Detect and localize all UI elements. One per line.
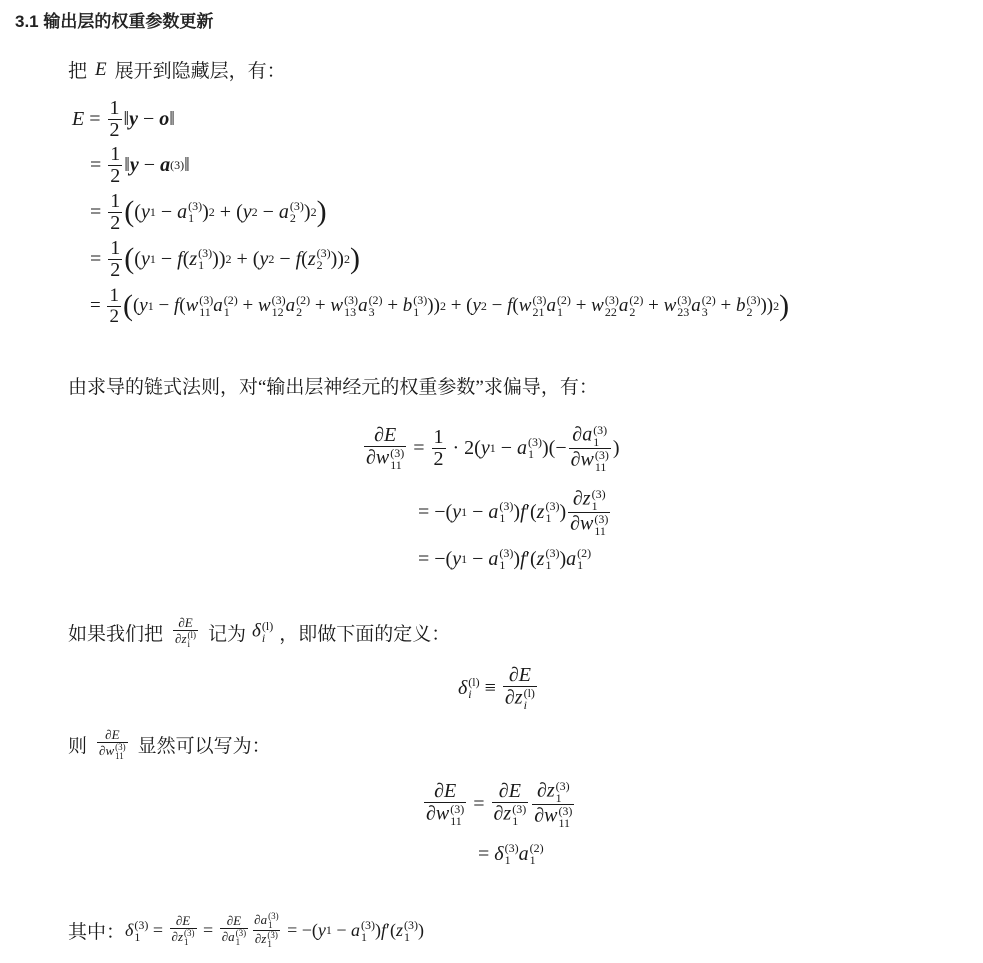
paragraph-rewrite: 则 ∂E ∂w (3) 11 显然可以写为： <box>68 727 271 761</box>
equation-delta-definition: δ (l) i ≡ ∂E ∂z (l) i <box>458 664 535 712</box>
para1-pre: 把 <box>68 61 88 82</box>
para2-text: 由求导的链式法则，对“输出层神经元的权重参数”求偏导，有： <box>68 377 598 398</box>
section-heading: 3.1 输出层的权重参数更新 <box>15 12 214 31</box>
paragraph-chain-rule <box>68 372 598 399</box>
para3-post: ，即做下面的定义： <box>279 623 451 645</box>
paragraph-define-delta: 如果我们把 ∂E ∂z (l) i 记为 δ (l) i ，即做下面的定义： <box>68 615 451 649</box>
paragraph-where: 其中： δ (3) 1 = ∂E ∂z (3) 1 = ∂E ∂a (3) 1 ∂a (3) 1 ∂z (3) 1 = −( y 1 − a (3) 1 ) f ′( z (3) 1 ) <box>68 911 424 949</box>
para4-post: 显然可以写为： <box>137 735 271 757</box>
paragraph-expand: 把 E 展开到隐藏层，有： <box>68 56 286 83</box>
para3-mid: 记为 <box>208 623 247 645</box>
para5-pre: 其中： <box>68 922 126 943</box>
para4-pre: 则 <box>68 735 88 757</box>
para1-post: 展开到隐藏层，有： <box>114 61 286 82</box>
para3-pre: 如果我们把 <box>68 623 164 645</box>
